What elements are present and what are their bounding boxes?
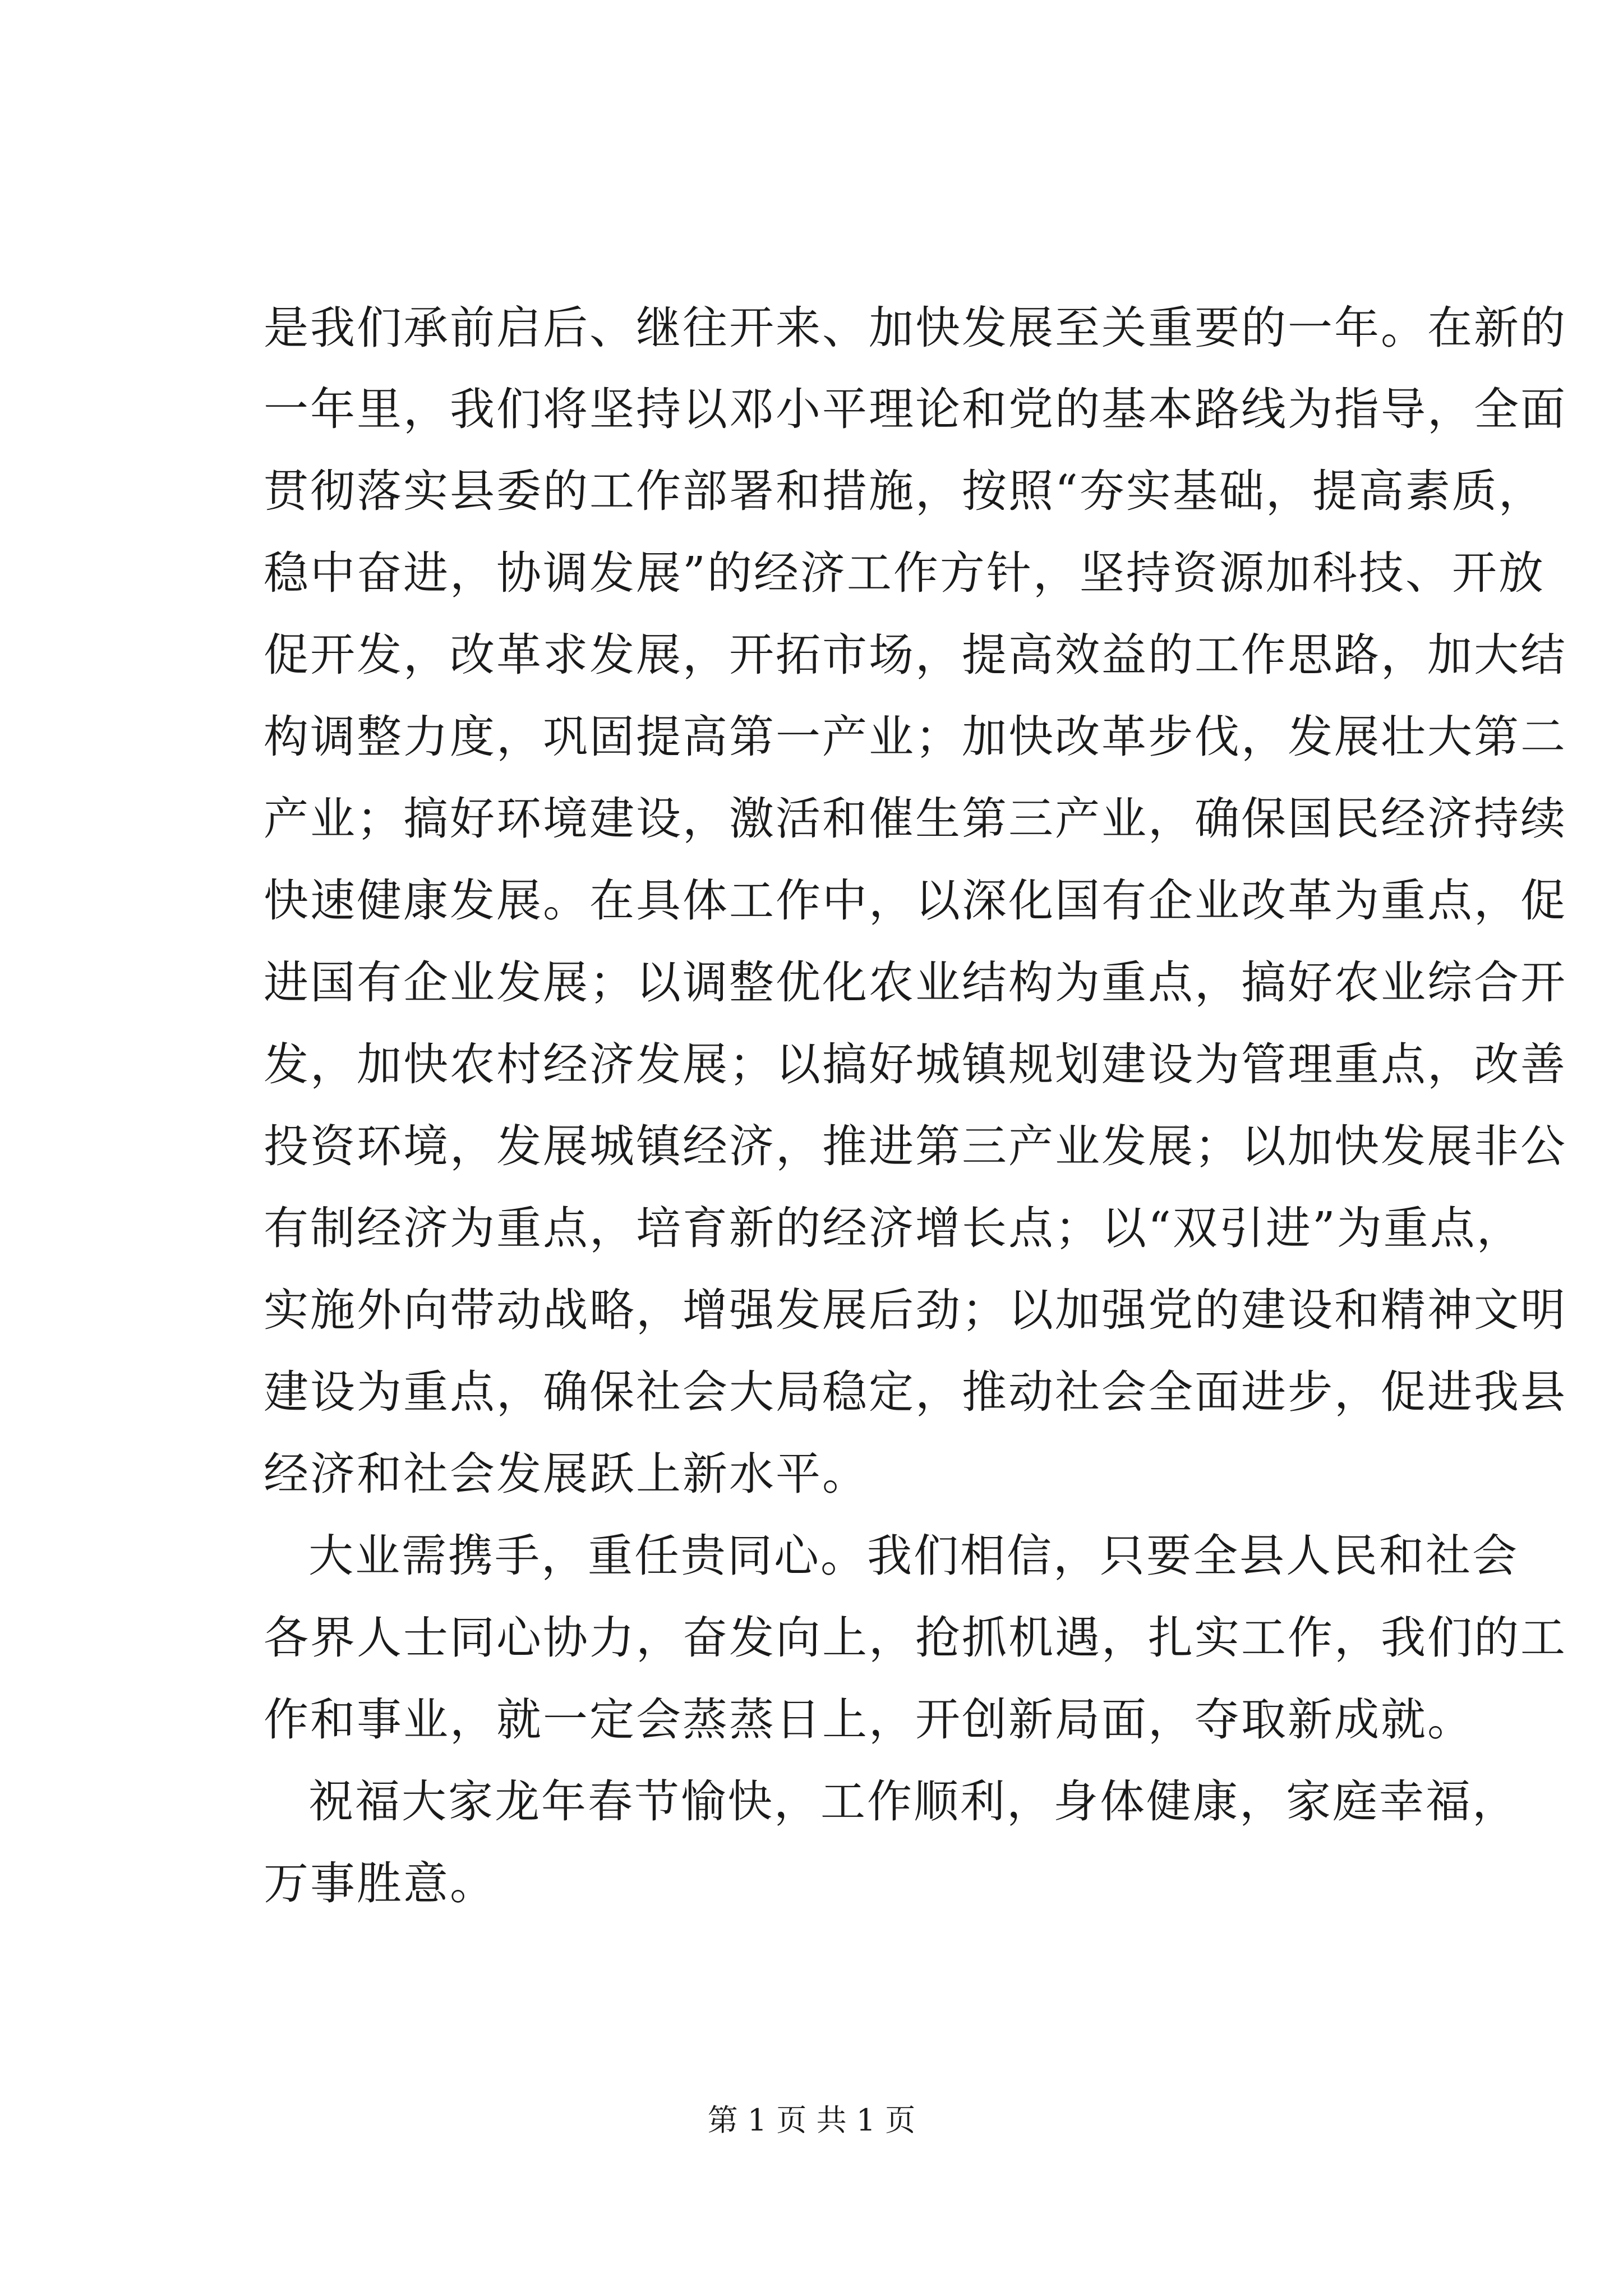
paragraph-1-line-14: 建设为重点，确保社会大局稳定，推动社会全面进步，促进我县 [264, 1366, 1567, 1418]
paragraph-1-line-13: 实施外向带动战略，增强发展后劲；以加强党的建设和精神文明 [264, 1284, 1567, 1336]
paragraph-1-line-4: 稳中奋进，协调发展”的经济工作方针，坚持资源加科技、开放 [264, 547, 1545, 599]
paragraph-1-line-8: 快速健康发展。在具体工作中，以深化国有企业改革为重点，促 [264, 875, 1567, 927]
paragraph-1-line-11: 投资环境，发展城镇经济，推进第三产业发展；以加快发展非公 [264, 1120, 1567, 1172]
paragraph-3-line-1: 祝福大家龙年春节愉快，工作顺利，身体健康，家庭幸福， [308, 1775, 1519, 1828]
paragraph-1-line-12: 有制经济为重点，培育新的经济增长点；以“双引进”为重点， [264, 1202, 1523, 1254]
paragraph-1-line-5: 促开发，改革求发展，开拓市场，提高效益的工作思路，加大结 [264, 629, 1567, 681]
paragraph-1-line-3: 贯彻落实县委的工作部署和措施，按照“夯实基础，提高素质， [264, 465, 1545, 517]
paragraph-1-line-7: 产业；搞好环境建设，激活和催生第三产业，确保国民经济持续 [264, 793, 1567, 845]
paragraph-1-line-1: 是我们承前启后、继往开来、加快发展至关重要的一年。在新的 [264, 302, 1567, 354]
paragraph-1-line-6: 构调整力度，巩固提高第一产业；加快改革步伐，发展壮大第二 [264, 711, 1567, 763]
page-number-footer: 第 1 页 共 1 页 [707, 2102, 916, 2138]
paragraph-2-line-1: 大业需携手，重任贵同心。我们相信，只要全县人民和社会 [308, 1530, 1519, 1582]
paragraph-1-line-10: 发，加快农村经济发展；以搞好城镇规划建设为管理重点，改善 [264, 1038, 1567, 1091]
paragraph-2-line-2: 各界人士同心协力，奋发向上，抢抓机遇，扎实工作，我们的工 [264, 1612, 1567, 1664]
paragraph-1-line-9: 进国有企业发展；以调整优化农业结构为重点，搞好农业综合开 [264, 956, 1567, 1009]
paragraph-1-line-15: 经济和社会发展跃上新水平。 [264, 1448, 869, 1500]
paragraph-2-line-3: 作和事业，就一定会蒸蒸日上，开创新局面，夺取新成就。 [264, 1694, 1474, 1746]
paragraph-3-line-2: 万事胜意。 [264, 1857, 496, 1910]
paragraph-1-line-2: 一年里，我们将坚持以邓小平理论和党的基本路线为指导，全面 [264, 383, 1567, 435]
